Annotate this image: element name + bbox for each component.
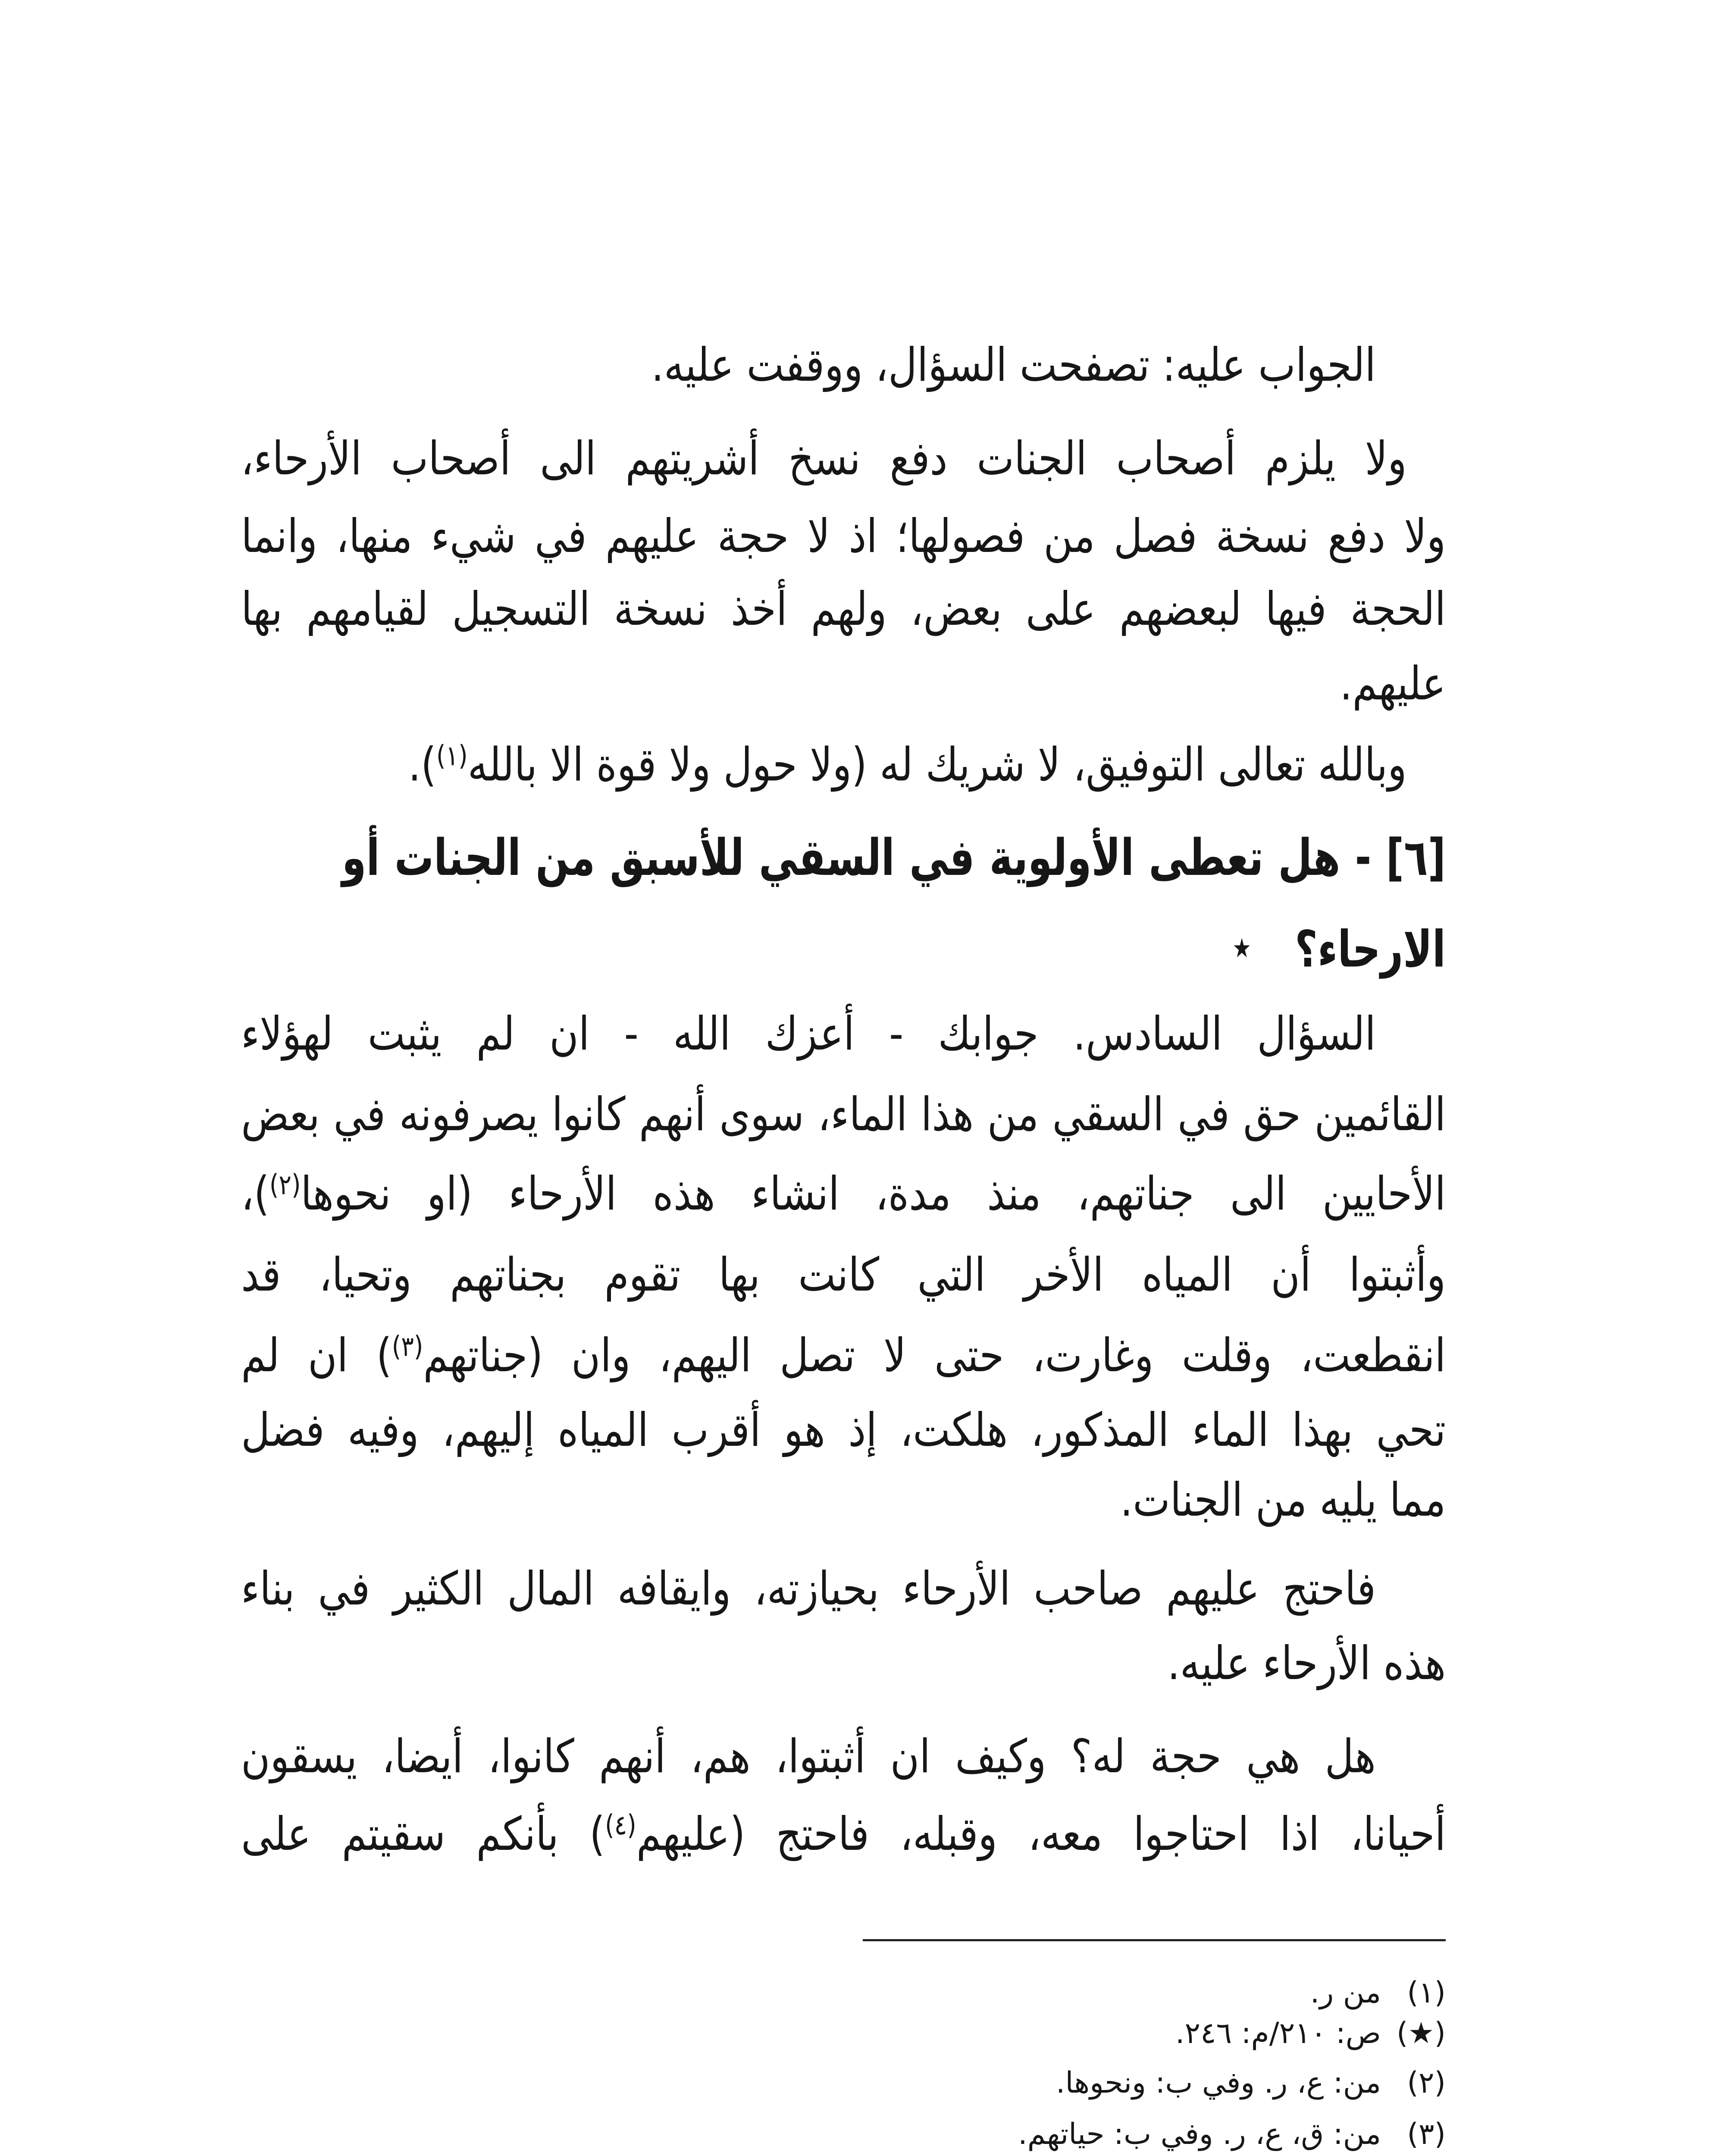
footnote-ref-3: (٣) — [391, 1330, 423, 1363]
closing-text: وبالله تعالى التوفيق، لا شريك له (ولا حول ولا قوة الا بالله — [468, 738, 1407, 792]
footnote-text: من: ع، ر. وفي ب: ونحوها. — [1055, 2066, 1381, 2100]
answer-line: ولا يلزم أصحاب الجنات دفع نسخ أشريتهم الى أصحاب الأرحاء، — [241, 432, 1407, 486]
footnote-ref-2: (٢) — [269, 1169, 301, 1201]
question-line — [241, 1798, 1446, 1871]
footnote-item — [776, 2113, 1446, 2156]
footnote-label: (★) — [1396, 2016, 1446, 2050]
closing-line — [241, 728, 1407, 802]
question-text: ) ان لم — [241, 1329, 392, 1382]
question-line: هذه الأرحاء عليه. — [1167, 1637, 1446, 1690]
question-line: وأثبتوا أن المياه الأخر التي كانت بها تقوم بجناتهم وتحيا، قد — [241, 1248, 1446, 1302]
question-line: هل هي حجة له؟ وكيف ان أثبتوا، هم، أنهم كانوا، أيضا، يسقون — [241, 1730, 1376, 1783]
question-line: فاحتج عليهم صاحب الأرحاء بحيازته، وايقافه المال الكثير في بناء — [241, 1562, 1376, 1616]
footnote-separator — [863, 1939, 1446, 1941]
question-text: انقطعت، وقلت وغارت، حتى لا تصل اليهم، وان (جناتهم — [423, 1329, 1446, 1382]
footnote-ref-4: (٤) — [604, 1809, 636, 1842]
answer-line: عليهم. — [1340, 657, 1446, 711]
footnote-label: (٢) — [1407, 2066, 1446, 2100]
question-text: )، — [241, 1167, 269, 1221]
footnote-text: من ر. — [1310, 1976, 1381, 2010]
section-heading-line-2 — [241, 907, 1446, 989]
question-line — [241, 1157, 1446, 1231]
closing-text-end: ). — [408, 738, 437, 792]
question-line: مما يليه من الجنات. — [1120, 1473, 1446, 1527]
footnote-ref-1: (١) — [436, 740, 468, 772]
answer-line: الحجة فيها لبعضهم على بعض، ولهم أخذ نسخة التسجيل لقيامهم بها — [241, 583, 1446, 636]
question-line — [241, 1319, 1446, 1392]
question-text: الأحايين الى جناتهم، منذ مدة، انشاء هذه الأرحاء (او نحوها — [301, 1167, 1446, 1221]
question-line: القائمين حق في السقي من هذا الماء، سوى أنهم كانوا يصرفونه في بعض — [241, 1088, 1446, 1141]
question-line: السؤال السادس. جوابك - أعزك الله - ان لم يثبت لهؤلاء — [241, 1007, 1376, 1061]
footnote-text: ص: ٢١٠/م: ٢٤٦. — [1175, 2016, 1381, 2050]
answer-intro-line: الجواب عليه: تصفحت السؤال، ووقفت عليه. — [651, 338, 1376, 392]
question-text: أحيانا، اذا احتاجوا معه، وقبله، فاحتج (عليهم — [636, 1808, 1446, 1861]
footnote-text: من: ق، ع، ر. وفي ب: حياتهم. — [1018, 2117, 1381, 2151]
question-text: ) بأنكم سقيتم على — [241, 1808, 605, 1861]
footnote-star-marker: ★ — [1232, 932, 1251, 964]
footnote-item — [776, 1971, 1446, 2015]
footnote-label: (٣) — [1407, 2117, 1446, 2151]
footnote-label: (١) — [1407, 1976, 1446, 2010]
answer-line: ولا دفع نسخة فصل من فصولها؛ اذ لا حجة عليهم في شيء منها، وانما — [241, 510, 1446, 563]
footnote-item — [776, 2012, 1446, 2055]
section-heading-line-1: [٦] - هل تعطى الأولوية في السقي للأسبق من الجنات أو — [342, 829, 1446, 887]
footnote-item — [776, 2062, 1446, 2105]
section-heading-text: الارحاء؟ — [1295, 920, 1446, 979]
question-line: تحي بهذا الماء المذكور، هلكت، إذ هو أقرب المياه إليهم، وفيه فضل — [241, 1404, 1446, 1457]
